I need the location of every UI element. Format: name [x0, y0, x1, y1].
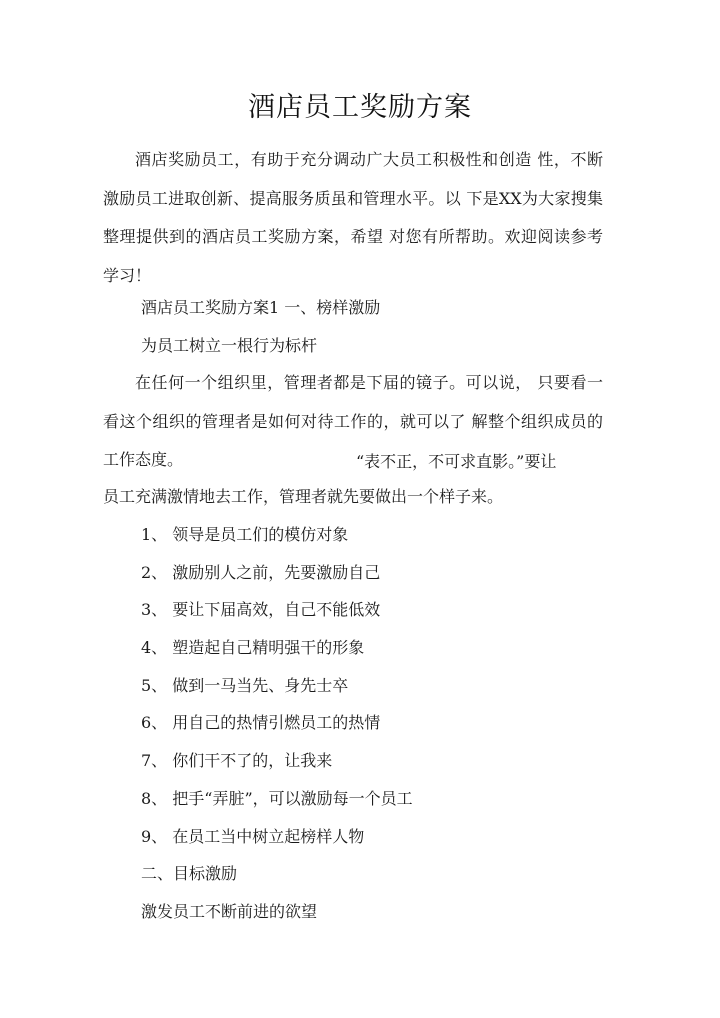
- quote-text: “表不正，不可求直影。”要让: [356, 452, 557, 471]
- list-item-5: 5、 做到一马当先、身先士卒: [141, 676, 349, 695]
- section-2-heading: 二、目标激励: [141, 864, 238, 883]
- list-item-6: 6、 用自己的热情引燃员工的热情: [141, 713, 381, 732]
- list-item-1: 1、 领导是员工们的模仿对象: [141, 525, 349, 544]
- body-paragraph-mirror: 在任何一个组织里，管理者都是下届的镜子。可以说， 只要看一看这个组织的管理者是如何对待工作的，就可以了 解整个组织成员的工作态度。: [103, 373, 603, 469]
- list-item-2: 2、 激励别人之前，先要激励自己: [141, 563, 381, 582]
- list-item-3: 3、 要让下届高效，自己不能低效: [141, 600, 381, 619]
- document-title: 酒店员工奖励方案: [248, 92, 472, 123]
- body-paragraph-continuation: 员工充满激情地去工作，管理者就先要做出一个样子来。: [103, 487, 504, 506]
- list-item-4: 4、 塑造起自己精明强干的形象: [141, 638, 365, 657]
- list-item-8: 8、 把手“弄脏”，可以激励每一个员工: [141, 789, 413, 808]
- intro-paragraph: 酒店奖励员工，有助于充分调动广大员工积极性和创造 性，不断激励员工进取创新、提高服务质虽和管理水平。以 下是XX为大家搜集整理提供到的酒店员工奖励方案，希望 对您有所帮助。欢迎阅读参考学习！: [103, 150, 603, 285]
- list-item-7: 7、 你们干不了的，让我来: [141, 751, 333, 770]
- list-item-9: 9、 在员工当中树立起榜样人物: [141, 827, 365, 846]
- subheading-role-model: 为员工树立一根行为标杆: [141, 336, 318, 355]
- section-1-heading: 酒店员工奖励方案1 一、榜样激励: [141, 298, 381, 317]
- subheading-goal-motivation: 激发员工不断前进的欲望: [141, 902, 318, 921]
